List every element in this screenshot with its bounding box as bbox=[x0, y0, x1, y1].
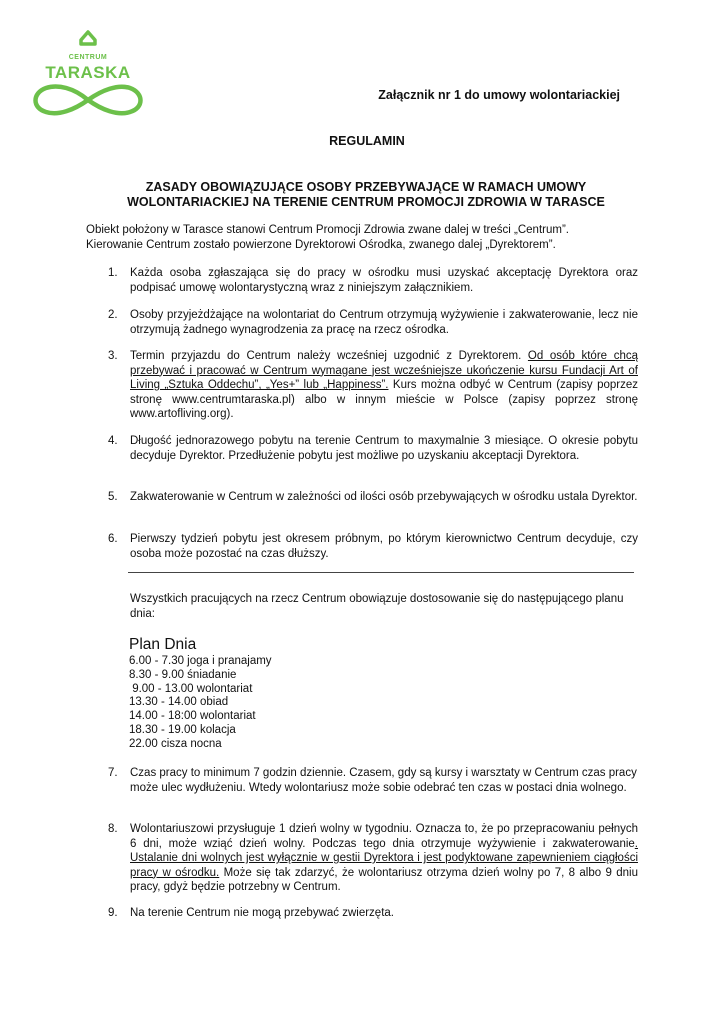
schedule-note: Wszystkich pracujących na rzecz Centrum obowiązuje dostosowanie się do następującego planu dnia: bbox=[130, 593, 624, 620]
heading-line-2: WOLONTARIACKIEJ NA TERENIE CENTRUM PROMOCJI ZDROWIA W TARASCE bbox=[127, 195, 605, 209]
item-text: Czas pracy to minimum 7 godzin dziennie. Czasem, gdy są kursy i warsztaty w Centrum czas pracy może ulec wydłużeniu. Wtedy wolontariusz może sobie odebrać ten czas w postaci dnia wolnego. bbox=[130, 767, 637, 794]
plan-title: Plan Dnia bbox=[129, 636, 197, 653]
item-number: 3. bbox=[108, 350, 118, 362]
item-number: 4. bbox=[108, 435, 118, 447]
logo-line-1: CENTRUM bbox=[68, 54, 108, 61]
plan-entry: 18.30 - 19.00 kolacja bbox=[129, 723, 236, 736]
days-off-rule: . Ustalanie dni wolnych jest wyłącznie w gestii Dyrektora i jest podyktowane zapewnieniem ciągłości pracy w ośrodku. bbox=[130, 837, 638, 879]
plan-entry: 14.00 - 18:00 wolontariat bbox=[129, 710, 256, 723]
item-text: Długość jednorazowego pobytu na terenie Centrum to maxymalnie 3 miesiące. O okresie pobytu decyduje Dyrektor. Przedłużenie pobytu jest możliwe po uzyskaniu akceptacji Dyrektora. bbox=[130, 435, 638, 462]
rule-item-9 bbox=[108, 906, 638, 921]
plan-entry: 13.30 - 14.00 obiad bbox=[129, 696, 229, 709]
item-text-part: Może się tak zdarzyć, że wolontariusz otrzyma dzień wolny po 7, 8 albo 9 dniu pracy, gdyż będzie potrzebny w Centrum. bbox=[130, 866, 638, 893]
rule-item-1 bbox=[108, 266, 638, 295]
plan-entry: 22.00 cisza nocna bbox=[129, 737, 222, 750]
plan-entry: 6.00 - 7.30 joga i pranajamy bbox=[129, 655, 272, 667]
plan-entry: 8.30 - 9.00 śniadanie bbox=[129, 668, 237, 681]
intro-line-2: Kierowanie Centrum zostało powierzone Dyrektorowi Ośrodka, zwanego dalej „Dyrektorem”. bbox=[86, 239, 556, 251]
item-number: 8. bbox=[108, 823, 118, 835]
document-title: REGULAMIN bbox=[329, 134, 405, 148]
centrum-taraska-logo bbox=[30, 26, 146, 118]
item-number: 9. bbox=[108, 907, 118, 919]
rule-item-2 bbox=[108, 308, 638, 337]
rule-item-3 bbox=[108, 349, 638, 422]
item-text: Każda osoba zgłaszająca się do pracy w ośrodku musi uzyskać akceptację Dyrektora oraz podpisać umowę wolontarystyczną wraz z niniejszym załącznikiem. bbox=[130, 267, 638, 294]
item-text bbox=[130, 822, 638, 895]
daily-plan-list bbox=[129, 655, 272, 752]
plan-entry: 9.00 - 13.00 wolontariat bbox=[129, 682, 253, 695]
item-text-part: Termin przyjazdu do Centrum należy wcześniej uzgodnić z Dyrektorem. bbox=[130, 350, 528, 362]
item-text-part: Wolontariuszowi przysługuje 1 dzień wolny w tygodniu. Oznacza to, że po przepracowaniu pełnych 6 dni, może wziąć dzień wolny. Podczas tego dnia otrzymuje wyżywienie i zakwaterowanie bbox=[130, 823, 638, 850]
item-number: 6. bbox=[108, 533, 118, 545]
rule-item-8 bbox=[108, 822, 638, 895]
item-text: Zakwaterowanie w Centrum w zależności od ilości osób przebywających w ośrodku ustala Dyrektor. bbox=[130, 491, 638, 503]
rule-item-5 bbox=[108, 490, 638, 505]
item-number: 7. bbox=[108, 767, 118, 779]
item-text: Osoby przyjeżdżające na wolontariat do Centrum otrzymują wyżywienie i zakwaterowanie, lecz nie otrzymują żadnego wynagrodzenia za pracę na rzecz ośrodka. bbox=[130, 309, 638, 336]
rule-item-4 bbox=[108, 434, 638, 463]
item-number: 5. bbox=[108, 491, 118, 503]
attachment-label: Załącznik nr 1 do umowy wolontariackiej bbox=[378, 88, 620, 102]
item-text: Pierwszy tydzień pobytu jest okresem próbnym, po którym kierownictwo Centrum decyduje, czy osoba może pozostać na czas dłuższy. bbox=[130, 533, 638, 560]
document-heading bbox=[86, 180, 646, 210]
item-text-part: Kurs można odbyć w Centrum (zapisy poprzez stronę www.centrumtaraska.pl) albo w innym mieście w Polsce (zapisy poprzez stronę www.artofliving.org). bbox=[130, 379, 638, 420]
heading-line-1: ZASADY OBOWIĄZUJĄCE OSOBY PRZEBYWAJĄCE W RAMACH UMOWY bbox=[145, 180, 587, 194]
course-requirement: Od osób które chcą przebywać i pracować w Centrum wymagane jest wcześniejsze ukończenie kursu Fundacji Art of Living „Sztuka Oddechu”, „Yes+” lub „Happiness”. bbox=[130, 350, 638, 391]
item-number: 1. bbox=[108, 267, 118, 279]
intro-line-1: Obiekt położony w Tarasce stanowi Centrum Promocji Zdrowia zwane dalej w treści „Centrum”. bbox=[86, 224, 569, 236]
logo-line-2: TARASKA bbox=[45, 63, 131, 82]
section-divider bbox=[128, 572, 634, 573]
item-text bbox=[130, 349, 638, 422]
item-number: 2. bbox=[108, 309, 118, 321]
item-text: Na terenie Centrum nie mogą przebywać zwierzęta. bbox=[130, 907, 394, 919]
rule-item-6 bbox=[108, 532, 638, 561]
intro-paragraph bbox=[86, 223, 646, 253]
rule-item-7 bbox=[108, 766, 638, 795]
